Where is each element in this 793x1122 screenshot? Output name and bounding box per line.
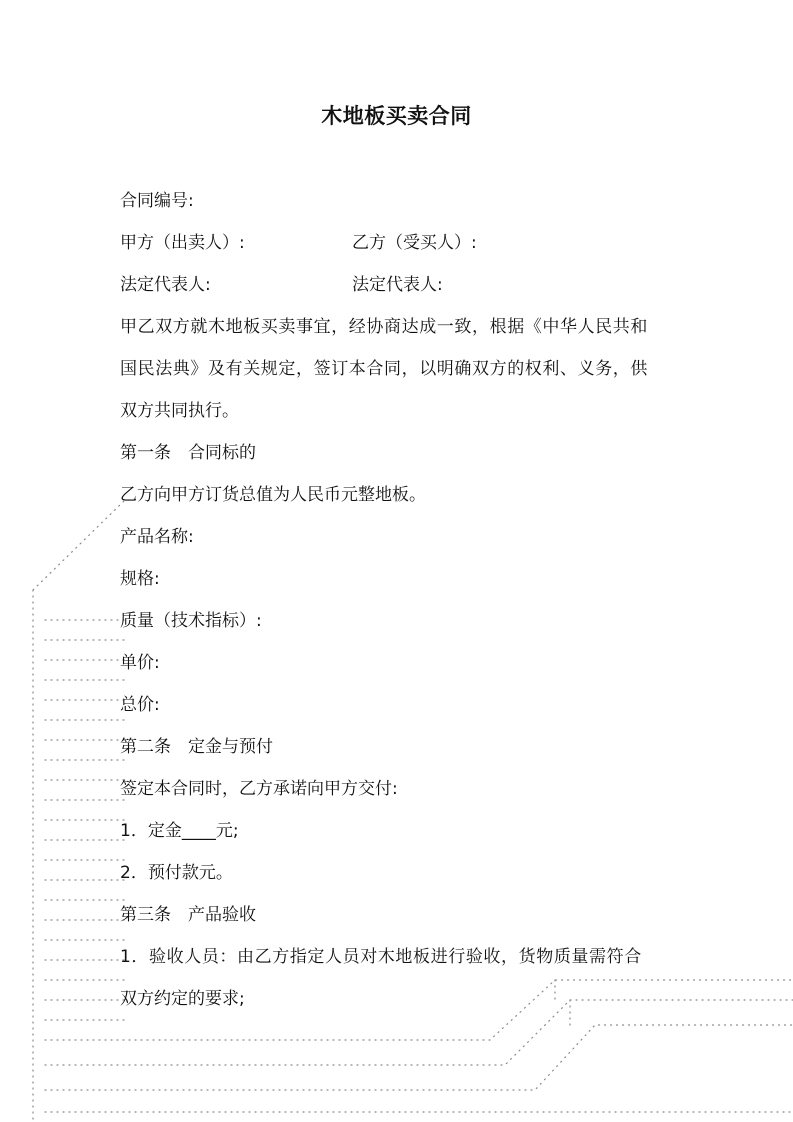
article-3-heading: 第三条 产品验收 [120,905,256,925]
article-2-line-2: 1．定金____元; [120,821,239,841]
article-1-line-2: 产品名称: [120,527,194,547]
article-2-line-1: 签定本合同时，乙方承诺向甲方交付: [120,779,398,799]
article-3-line-1: 1．验收人员：由乙方指定人员对木地板进行验收，货物质量需符合 [120,947,642,967]
article-1-line-5: 单价: [120,653,160,673]
intro-line-2: 国民法典》及有关规定，签订本合同，以明确双方的权利、义务，供 [120,359,648,379]
contract-number-label: 合同编号: [120,191,194,211]
article-3-line-2: 双方约定的要求; [120,989,245,1009]
article-1-line-1: 乙方向甲方订货总值为人民币元整地板。 [120,485,426,505]
intro-line-3: 双方共同执行。 [120,401,239,421]
article-2-heading: 第二条 定金与预付 [120,737,273,757]
article-1-line-3: 规格: [120,569,160,589]
party-a-label: 甲方（出卖人）: [120,233,245,253]
party-b-label: 乙方（受买人）: [352,233,477,253]
document-title: 木地板买卖合同 [321,104,472,128]
party-b-representative-label: 法定代表人: [352,275,443,295]
article-1-line-4: 质量（技术指标）: [120,611,262,631]
party-a-representative-label: 法定代表人: [120,275,211,295]
article-1-heading: 第一条 合同标的 [120,443,256,463]
intro-line-1: 甲乙双方就木地板买卖事宜，经协商达成一致，根据《中华人民共和 [120,317,648,337]
article-1-line-6: 总价: [120,695,160,715]
article-2-line-3: 2．预付款元。 [120,863,233,883]
